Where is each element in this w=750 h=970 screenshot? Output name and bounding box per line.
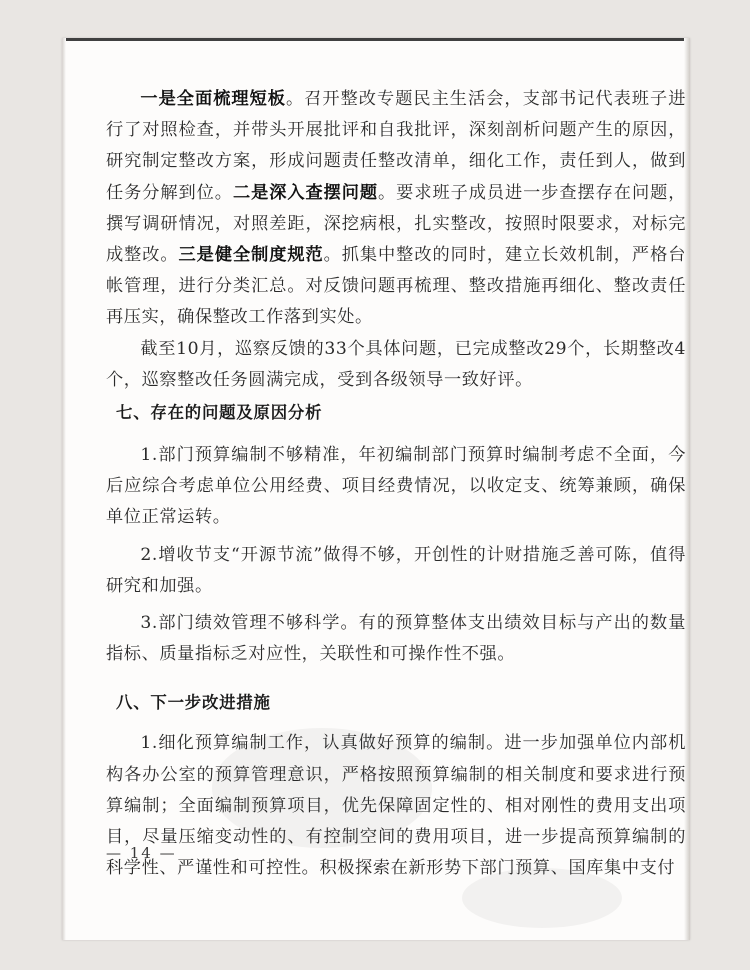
- paragraph-rectification-measures: [106, 84, 686, 334]
- page-number: — 14 —: [106, 844, 177, 862]
- bold-phrase: 二是深入查摆问题: [232, 182, 379, 203]
- bold-phrase: 三是健全制度规范: [178, 245, 324, 266]
- page-top-edge: [62, 38, 690, 41]
- paragraph-text: 。要求班子成员进一步查摆存在问题，撰写调研情况，对照差距，深挖病根，扎实整改，按照时限要求，对标完成整改。: [106, 182, 687, 266]
- section-8-item-1: 1.细化预算编制工作，认真做好预算的编制。进一步加强单位内部机构各办公室的预算管理意识，严格按照预算编制的相关制度和要求进行预算编制；全面编制预算项目，优先保障固定性的、相对刚性的费用支出项目，尽量压缩变动性的、有控制空间的费用项目，进一步提高预算编制的科学性、严谨性和可控性。积极探索在新形势下部门预算、国库集中支付: [106, 733, 686, 879]
- document-page: [62, 38, 690, 940]
- section-7-item-2: 2.增收节支“开源节流”做得不够，开创性的计财措施乏善可陈，值得研究和加强。: [106, 544, 686, 596]
- paragraph-text: 。召开整改专题民主生活会，支部书记代表班子进行了对照检查，并带头开展批评和自我批评，深刻剖析问题产生的原因，研究制定整改方案，形成问题责任整改清单，细化工作，责任到人，做到任务分解到位。: [106, 89, 686, 203]
- section-7-item-3: 3.部门绩效管理不够科学。有的预算整体支出绩效目标与产出的数量指标、质量指标乏对应性，关联性和可操作性不强。: [106, 613, 686, 665]
- page-left-edge: [62, 38, 66, 940]
- bold-phrase: 一是全面梳理短板: [140, 89, 286, 109]
- document-body: [106, 84, 686, 884]
- paragraph-text: 。抓集中整改的同时，建立长效机制，严格台帐管理，进行分类汇总。对反馈问题再梳理、整改措施再细化、整改责任再压实，确保整改工作落到实处。: [106, 245, 686, 328]
- section-8-heading: 八、下一步改进措施: [116, 693, 271, 713]
- section-7-item-1: 1.部门预算编制不够精准，年初编制部门预算时编制考虑不全面，今后应综合考虑单位公用经费、项目经费情况，以收定支、统筹兼顾，确保单位正常运转。: [106, 445, 686, 528]
- section-7-heading: 七、存在的问题及原因分析: [116, 403, 323, 423]
- paragraph-rectification-result: 截至10月，巡察反馈的33个具体问题，已完成整改29个，长期整改4个，巡察整改任务圆满完成，受到各级领导一致好评。: [106, 338, 686, 390]
